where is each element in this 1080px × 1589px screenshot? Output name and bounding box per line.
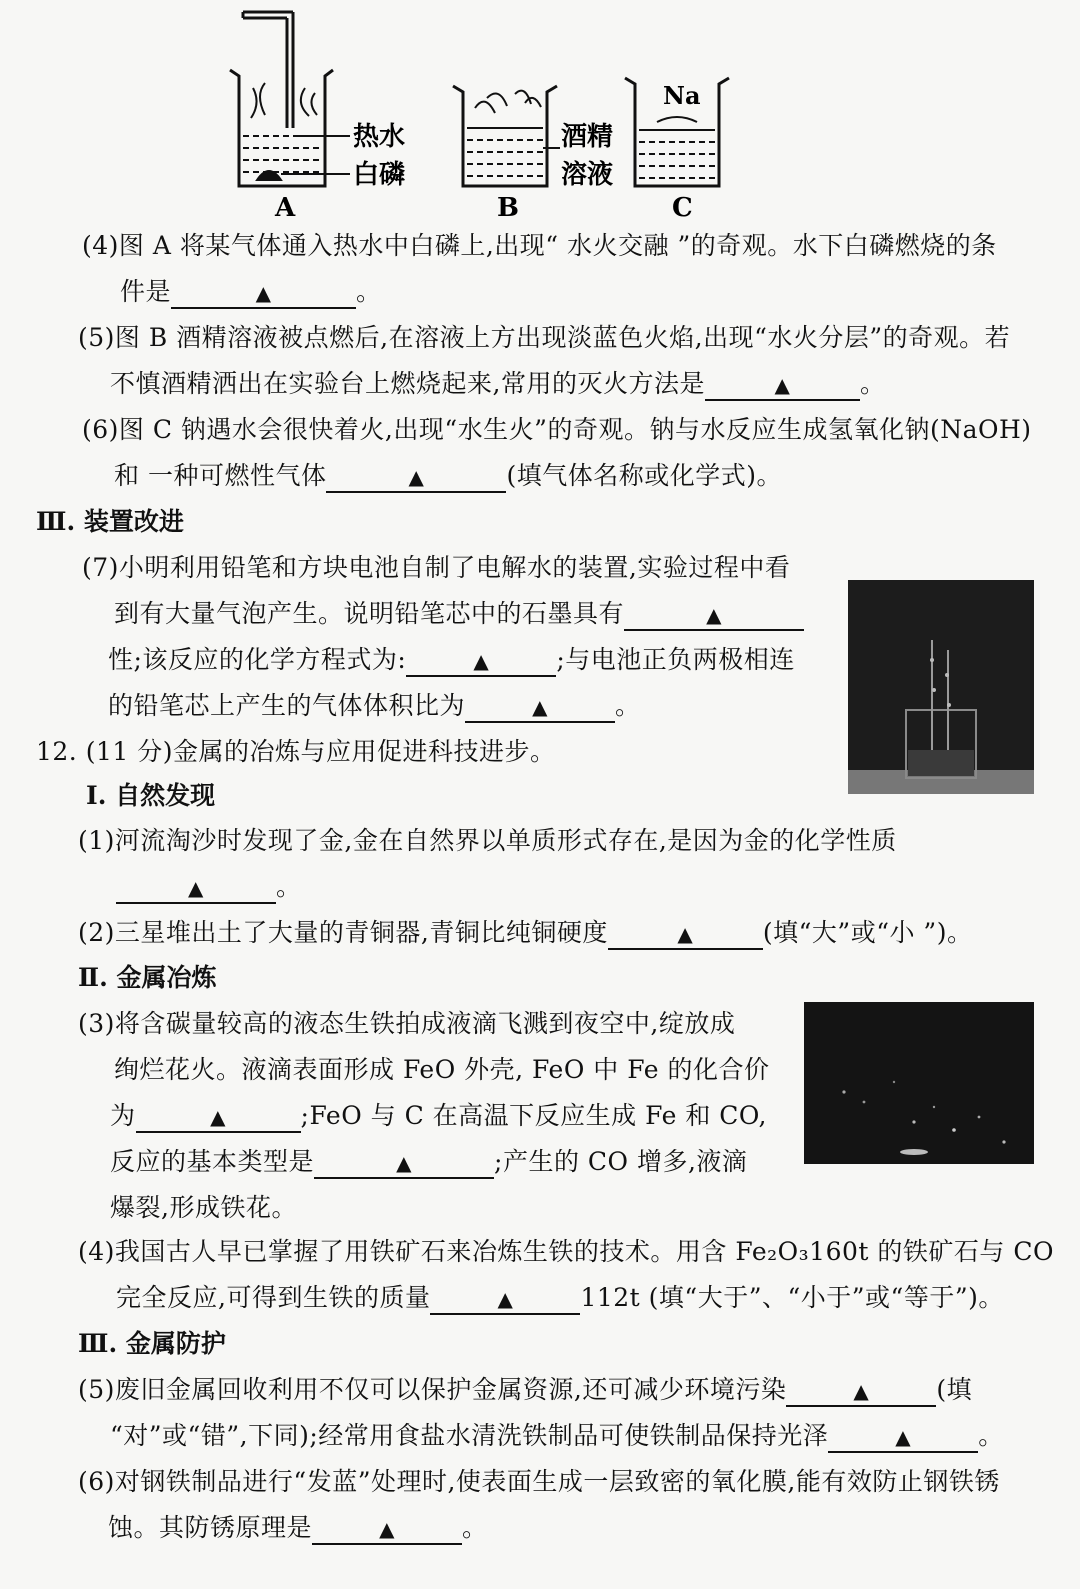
q12-2-text-a: (2)三星堆出土了大量的青铜器,青铜比纯铜硬度 (78, 918, 608, 947)
q11-5-line2 (110, 368, 885, 401)
q11-6-line2 (114, 460, 782, 493)
q12-3-text4b: ;产生的 CO 增多,液滴 (494, 1147, 748, 1176)
q12-5-line2 (110, 1420, 1004, 1453)
section-3-heading: Ⅲ. 装置改进 (36, 507, 184, 536)
q12-4-line2 (116, 1282, 1004, 1315)
q11-4-prefix: 件是 (120, 277, 172, 306)
q11-5-line1: (5)图 B 酒精溶液被点燃后,在溶液上方出现淡蓝色火焰,出现“水火分层”的奇观。若 (78, 323, 1011, 352)
beaker-figure (225, 8, 735, 223)
q12-6-text2a: 蚀。其防锈原理是 (108, 1513, 313, 1542)
iron-flower-photo (804, 1002, 1034, 1164)
q11-6-suffix: (填气体名称或化学式)。 (506, 461, 782, 490)
q12-2-text-b: (填“大”或“小 ”)。 (762, 918, 973, 947)
answer-blank[interactable]: ▲ (314, 1149, 494, 1179)
q11-7-text4b: 。 (615, 691, 641, 720)
q12-5-text2a: “对”或“错”,下同);经常用食盐水清洗铁制品可使铁制品保持光泽 (110, 1421, 829, 1450)
q12-4-text2a: 完全反应,可得到生铁的质量 (116, 1283, 431, 1312)
answer-blank[interactable]: ▲ (624, 601, 804, 631)
q11-7-text4a: 的铅笔芯上产生的气体体积比为 (108, 691, 466, 720)
q11-4-line1: (4)图 A 将某气体通入热水中白磷上,出现“ 水火交融 ”的奇观。水下白磷燃烧的条 (82, 231, 997, 260)
label-alcohol: 酒精 (561, 122, 614, 152)
q11-5-suffix: 。 (859, 369, 886, 398)
q12-5-text1b: (填 (936, 1375, 973, 1404)
beaker-c-water (639, 117, 715, 178)
q12-3-line4 (110, 1146, 747, 1179)
q12-3-line3 (110, 1100, 767, 1133)
q12-3-line5: 爆裂,形成铁花。 (110, 1193, 297, 1222)
answer-blank[interactable]: ▲ (705, 371, 860, 401)
q12-3-text4a: 反应的基本类型是 (110, 1147, 315, 1176)
answer-blank[interactable]: ▲ (608, 920, 763, 950)
q11-7-line2 (114, 598, 804, 631)
answer-blank[interactable]: ▲ (136, 1103, 301, 1133)
q12-3-line2: 绚烂花火。液滴表面形成 FeO 外壳, FeO 中 Fe 的化合价 (114, 1055, 770, 1084)
q11-7-line4 (108, 690, 641, 723)
q12-3-text3a: 为 (110, 1101, 136, 1130)
q11-7-line1: (7)小明利用铅笔和方块电池自制了电解水的装置,实验过程中看 (82, 553, 791, 582)
label-b: B (497, 193, 519, 223)
q11-7-text2: 到有大量气泡产生。说明铅笔芯中的石墨具有 (114, 599, 625, 628)
label-hot-water: 热水 (353, 122, 406, 152)
label-c: C (672, 193, 693, 223)
electrolysis-photo-art (848, 580, 1034, 794)
q11-7-line3 (108, 644, 795, 677)
q11-5-prefix: 不慎酒精洒出在实验台上燃烧起来,常用的灭火方法是 (110, 369, 705, 398)
answer-blank[interactable]: ▲ (116, 874, 276, 904)
q12-section-2: Ⅱ. 金属冶炼 (78, 963, 217, 992)
q11-4-suffix: 。 (356, 277, 382, 306)
answer-blank[interactable]: ▲ (326, 463, 506, 493)
q12-1-suffix: 。 (276, 872, 302, 901)
q12-6-line1: (6)对钢铁制品进行“发蓝”处理时,使表面生成一层致密的氧化膜,能有效防止钢铁锈 (78, 1467, 1000, 1496)
answer-blank[interactable]: ▲ (465, 693, 615, 723)
iron-flower-photo-art (804, 1002, 1034, 1164)
label-white-phosphorus: 白磷 (353, 160, 406, 190)
beaker-a-water (243, 136, 350, 180)
label-a: A (275, 193, 296, 223)
q12-4-text2b: 112t (填“大于”、“小于”或“等于”)。 (580, 1283, 1004, 1312)
electrolysis-photo (848, 580, 1034, 794)
answer-blank[interactable]: ▲ (171, 279, 356, 309)
q11-4-line2 (120, 276, 382, 309)
q11-7-text3a: 性;该反应的化学方程式为: (108, 645, 407, 674)
label-solution: 溶液 (561, 160, 614, 190)
q11-6-line1: (6)图 C 钠遇水会很快着火,出现“水生火”的奇观。钠与水反应生成氢氧化钠(NaOH) (82, 415, 1032, 444)
q12-3-text3b: ;FeO 与 C 在高温下反应生成 Fe 和 CO, (300, 1101, 767, 1130)
q12-1-line1: (1)河流淘沙时发现了金,金在自然界以单质形式存在,是因为金的化学性质 (78, 826, 897, 855)
q12-5-line1 (78, 1374, 972, 1407)
q11-6-prefix: 和 一种可燃性气体 (114, 461, 327, 490)
answer-blank[interactable]: ▲ (828, 1423, 978, 1453)
q12-1-line2 (116, 871, 302, 904)
q12-5-text1a: (5)废旧金属回收利用不仅可以保护金属资源,还可减少环境污染 (78, 1375, 787, 1404)
q12-5-text2b: 。 (978, 1421, 1004, 1450)
label-na: Na (663, 81, 701, 110)
q12-6-text2b: 。 (462, 1513, 488, 1542)
q12-title: 12. (11 分)金属的冶炼与应用促进科技进步。 (36, 737, 556, 766)
answer-blank[interactable]: ▲ (430, 1285, 580, 1315)
answer-blank[interactable]: ▲ (406, 647, 556, 677)
answer-blank[interactable]: ▲ (312, 1515, 462, 1545)
q12-2-line (78, 917, 972, 950)
q12-6-line2 (108, 1512, 488, 1545)
q11-7-text3b: ;与电池正负两极相连 (556, 645, 795, 674)
q12-4-line1: (4)我国古人早已掌握了用铁矿石来冶炼生铁的技术。用含 Fe₂O₃160t 的铁矿石与 CO (78, 1237, 1054, 1266)
q12-section-1: Ⅰ. 自然发现 (86, 781, 216, 810)
answer-blank[interactable]: ▲ (786, 1377, 936, 1407)
beaker-b (453, 86, 557, 186)
q12-section-3: Ⅲ. 金属防护 (78, 1329, 226, 1358)
q12-3-line1: (3)将含碳量较高的液态生铁拍成液滴飞溅到夜空中,绽放成 (78, 1009, 736, 1038)
